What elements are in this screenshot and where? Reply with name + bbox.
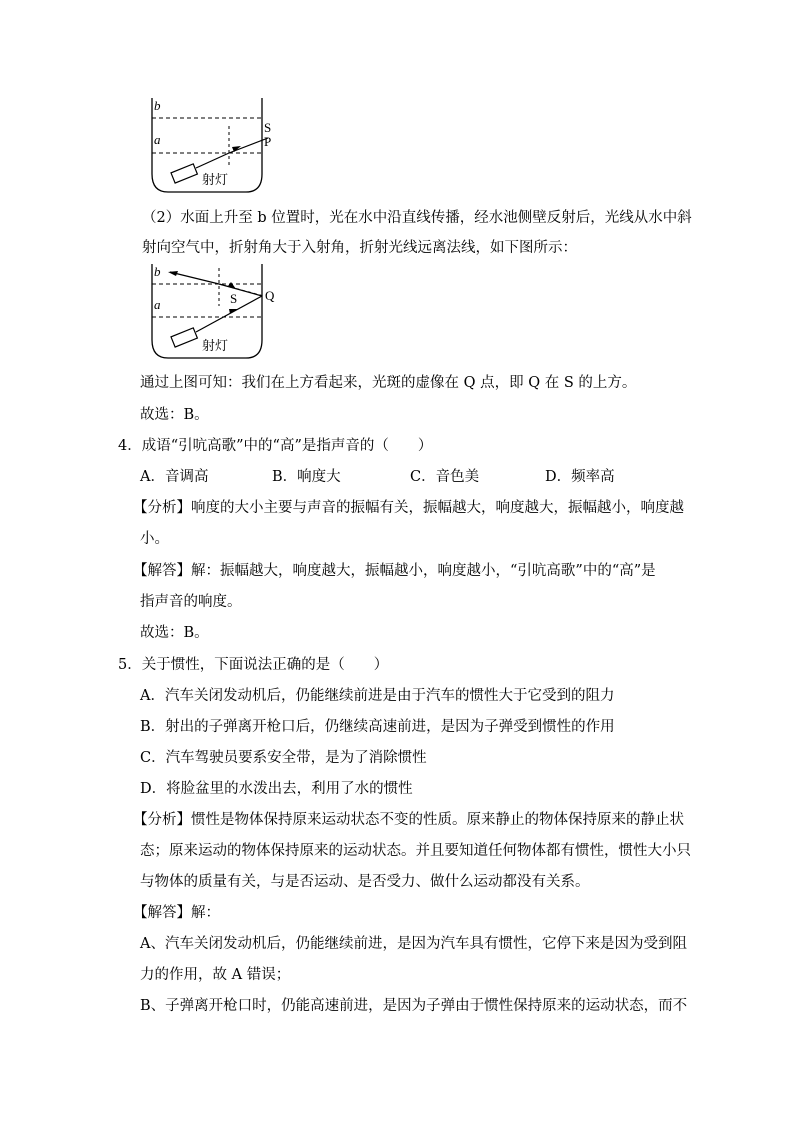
level-a-label: a: [154, 297, 161, 312]
q5-option-d: D．将脸盆里的水泼出去，利用了水的惯性: [140, 781, 413, 797]
q5-solution-a-line1: A、汽车关闭发动机后，仍能继续前进，是因为汽车具有惯性，它停下来是因为受到阻: [140, 936, 687, 952]
q4-option-c: C．音色美: [410, 469, 480, 485]
point-p-label: P: [264, 134, 272, 149]
lamp-label: 射灯: [202, 338, 229, 353]
level-a-label: a: [154, 132, 161, 147]
q4-answer: 故选：B。: [140, 625, 209, 641]
q5-solution-head: 【解答】解：: [133, 905, 220, 921]
q4-option-a: A．音调高: [140, 469, 209, 485]
q3-conclusion: 通过上图可知：我们在上方看起来，光斑的虚像在 Q 点，即 Q 在 S 的上方。: [140, 375, 637, 391]
q5-analysis-line1: 【分析】惯性是物体保持原来运动状态不变的性质。原来静止的物体保持原来的静止状: [133, 812, 684, 828]
q5-solution-a-line2: 力的作用，故 A 错误；: [140, 967, 291, 983]
figure-1-tank-diagram: [140, 96, 290, 198]
q5-stem: 5．关于惯性，下面说法正确的是（ ）: [118, 657, 389, 673]
lamp-label: 射灯: [202, 172, 229, 187]
q4-option-b: B．响度大: [272, 469, 341, 485]
q5-option-c: C．汽车驾驶员要系安全带，是为了消除惯性: [140, 750, 427, 766]
q5-solution-b-line1: B、子弹离开枪口时，仍能高速前进，是因为子弹由于惯性保持原来的运动状态，而不: [140, 998, 688, 1014]
point-s-label: S: [230, 291, 238, 306]
q4-solution-line1: 【解答】解：振幅越大，响度越大，振幅越小，响度越小，“引吭高歌”中的“高”是: [133, 563, 656, 579]
q5-option-b: B．射出的子弹离开枪口后，仍继续高速前进，是因为子弹受到惯性的作用: [140, 719, 615, 735]
q5-analysis-line2: 态；原来运动的物体保持原来的运动状态。并且要知道任何物体都有惯性，惯性大小只: [140, 843, 691, 859]
q4-option-d: D．频率高: [545, 469, 615, 485]
point-s-label: S: [264, 120, 272, 135]
q4-analysis-line2: 小。: [140, 531, 169, 547]
q4-solution-line2: 指声音的响度。: [140, 594, 242, 610]
level-b-label: b: [154, 264, 161, 279]
level-b-label: b: [154, 98, 161, 113]
q3-part2-line1: （2）水面上升至 b 位置时，光在水中沿直线传播，经水池侧壁反射后，光线从水中斜: [142, 210, 692, 226]
q3-part2-line2: 射向空气中，折射角大于入射角，折射光线远离法线，如下图所示：: [142, 240, 577, 256]
q5-analysis-line3: 与物体的质量有关，与是否运动、是否受力、做什么运动都没有关系。: [140, 874, 590, 890]
point-q-label: Q: [265, 288, 275, 303]
q4-analysis-line1: 【分析】响度的大小主要与声音的振幅有关，振幅越大，响度越大，振幅越小，响度越: [133, 500, 684, 516]
figure-2-tank-diagram: [140, 262, 290, 364]
q4-stem: 4．成语“引吭高歌”中的“高”是指声音的（ ）: [118, 438, 433, 454]
q5-option-a: A．汽车关闭发动机后，仍能继续前进是由于汽车的惯性大于它受到的阻力: [140, 688, 615, 704]
q3-answer: 故选：B。: [140, 407, 209, 423]
